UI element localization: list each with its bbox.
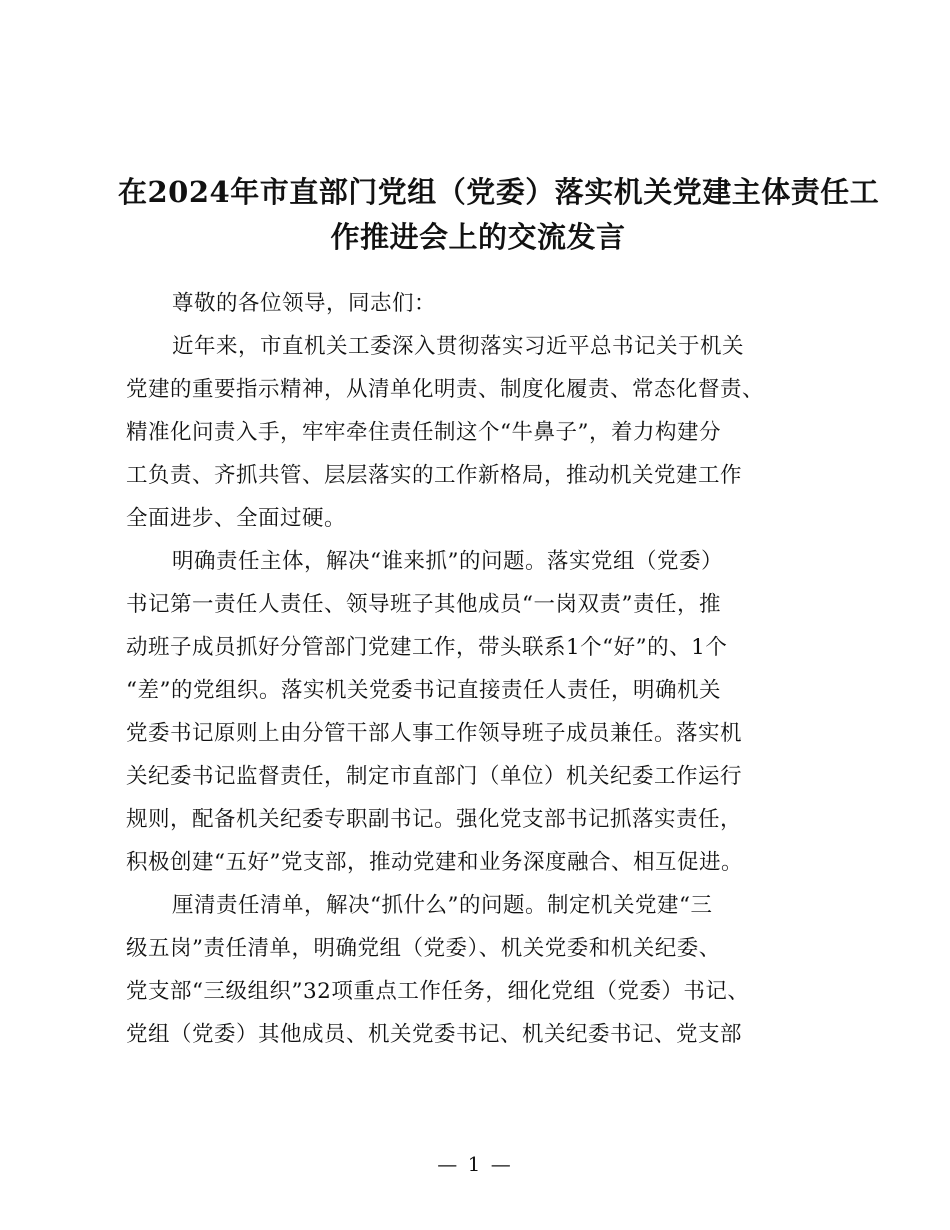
paragraph-line: 厘清责任清单，解决“抓什么”的问题。制定机关党建“三 xyxy=(172,893,713,918)
paragraph-responsibility-list xyxy=(126,884,836,1056)
paragraph-line: 明确责任主体，解决“谁来抓”的问题。落实党组（党委） xyxy=(172,549,723,574)
paragraph-line: 精准化问责入手，牢牢牵住责任制这个“牛鼻子”，着力构建分 xyxy=(126,420,721,445)
paragraph-line: 党委书记原则上由分管干部人事工作领导班子成员兼任。落实机 xyxy=(126,721,743,746)
salutation: 尊敬的各位领导，同志们： xyxy=(172,291,437,316)
paragraph-line: 动班子成员抓好分管部门党建工作，带头联系1个“好”的、1个 xyxy=(126,635,728,660)
paragraph-responsibility-subject xyxy=(126,540,836,884)
paragraph-intro xyxy=(126,325,836,540)
paragraph-line: 规则，配备机关纪委专职副书记。强化党支部书记抓落实责任， xyxy=(126,807,743,832)
paragraph-line: 书记第一责任人责任、领导班子其他成员“一岗双责”责任，推 xyxy=(126,592,721,617)
paragraph-line: “差”的党组织。落实机关党委书记直接责任人责任，明确机关 xyxy=(126,678,721,703)
paragraph-line: 级五岗”责任清单，明确党组（党委）、机关党委和机关纪委、 xyxy=(126,936,721,961)
title-line-2: 作推进会上的交流发言 xyxy=(330,220,626,254)
paragraph-line: 党组（党委）其他成员、机关党委书记、机关纪委书记、党支部 xyxy=(126,1022,743,1047)
document-title xyxy=(118,170,880,260)
paragraph-line: 党支部“三级组织”32项重点工作任务，细化党组（党委）书记、 xyxy=(126,979,750,1004)
page-number: — 1 — xyxy=(437,1152,513,1176)
paragraph-line: 工负责、齐抓共管、层层落实的工作新格局，推动机关党建工作 xyxy=(126,463,743,488)
document-body xyxy=(126,282,836,1056)
title-line-1: 在2024年市直部门党组（党委）落实机关党建主体责任工 xyxy=(118,175,880,209)
paragraph-line: 党建的重要指示精神，从清单化明责、制度化履责、常态化督责、 xyxy=(126,377,765,402)
paragraph-line: 近年来，市直机关工委深入贯彻落实习近平总书记关于机关 xyxy=(172,334,745,359)
paragraph-line: 全面进步、全面过硬。 xyxy=(126,506,347,531)
paragraph-line: 关纪委书记监督责任，制定市直部门（单位）机关纪委工作运行 xyxy=(126,764,743,789)
paragraph-line: 积极创建“五好”党支部，推动党建和业务深度融合、相互促进。 xyxy=(126,850,743,875)
